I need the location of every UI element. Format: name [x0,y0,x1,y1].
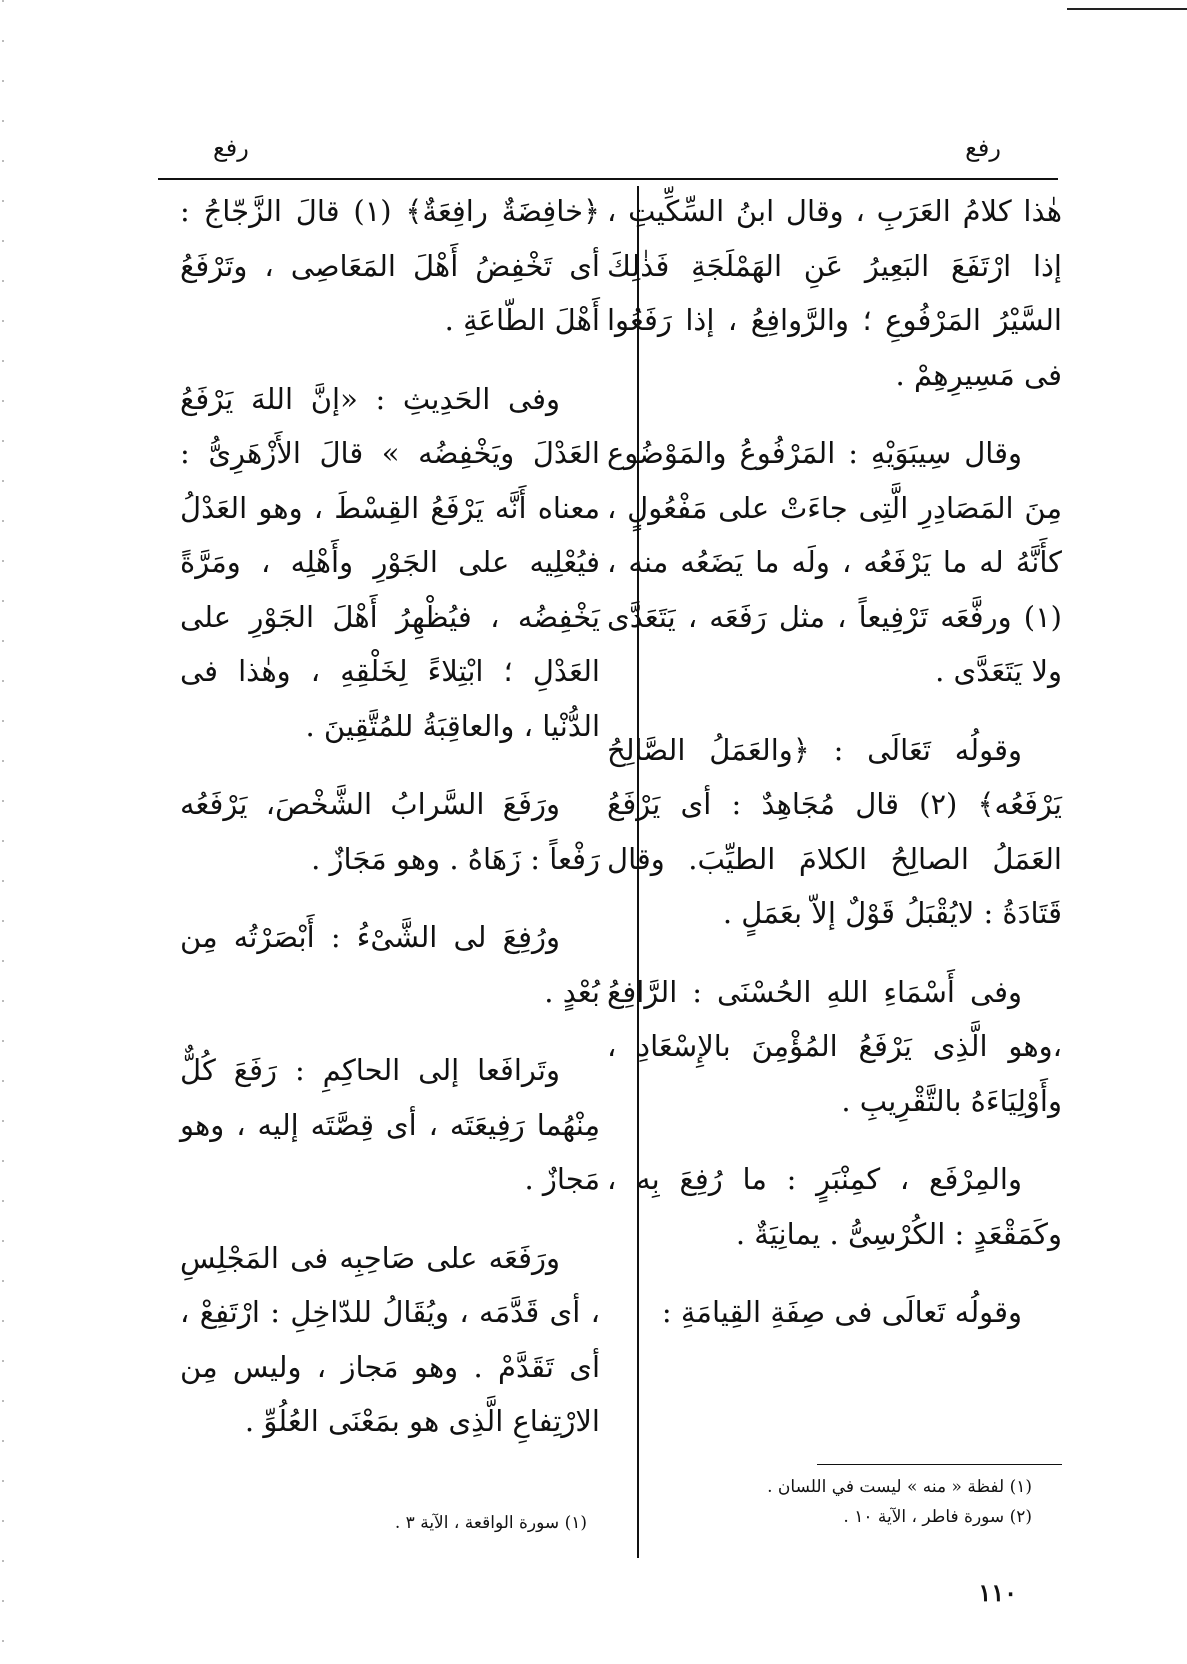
right-column [607,184,1062,1364]
running-header-left: رفع [213,134,249,162]
paragraph: وفى أَسْمَاءِ اللهِ الحُسْنَى : الرَّافِعُ ،وهو الَّذِى يَرْفَعُ المُؤْمِنَ بالإِسْعَادِ ، وأَوْلِيَاءَهُ بالتَّقْرِيبِ . [607,974,1062,1118]
footnote-rule-right [817,1464,1062,1465]
paragraph: هٰذا كلامُ العَرَبِ ، وقال ابنُ السِّكِّيتِ ، إذا ارْتَفَعَ البَعِيرُ عَنِ الهَمْلَجَةِ فَذٰلِكَ السَّيْرُ المَرْفُوعِ ؛ والرَّوافِعُ ، إذا رَفَعُوا فى مَسِيرِهِمْ . [607,194,1062,392]
left-column [180,184,600,1473]
paragraph: ورَفَعَ السَّرابُ الشَّخْصَ، يَرْفَعُه رَفْعاً : زَهَاهُ . وهو مَجَازٌ . [180,787,600,876]
paragraph: ﴿خافِضَةٌ رافِعَةٌ﴾ (١) قالَ الزَّجّاجُ : أى تَخْفِضُ أَهْلَ المَعَاصِى ، وتَرْفَعُ أَهْلَ الطّاعَةِ . [180,194,600,337]
footnotes-left [167,1508,587,1538]
page-number: ١١٠ [978,1578,1017,1607]
footnote: (١) لفظة « منه » ليست في اللسان . [767,1477,1032,1497]
footnote: (٢) سورة فاطر ، الآية ١٠ . [843,1507,1032,1527]
footnote: (١) سورة الواقعة ، الآية ٣ . [394,1513,587,1533]
paragraph: ورُفِعَ لى الشَّىْءُ : أَبْصَرْتُه مِن بُعْدٍ . [180,920,600,1009]
paragraph: ورَفَعَه على صَاحِبِه فى المَجْلِسِ ، أى قَدَّمَه ، ويُقَالُ للدّاخِلِ : ارْتَفِعْ ، أى تَقَدَّمْ . وهو مَجاز ، وليس مِن الارْتِفاعِ الَّذِى هو بمَعْنَى العُلُوِّ . [180,1240,600,1438]
top-edge-rule [1067,8,1187,10]
paragraph: وفى الحَدِيثِ : «إنَّ اللهَ يَرْفَعُ العَدْلَ ويَخْفِضُه » قالَ الأَزْهَرِىُّ : معناه أَنَّه يَرْفَعُ القِسْطَ ، وهو العَدْلُ فيُعْلِيه على الجَوْرِ وأَهْلِه ، ومَرَّةً يَخْفِضُه ، فيُظْهِرُ أَهْلَ الجَوْرِ على العَدْلِ ؛ ابْتِلاءً لِخَلْقِهِ ، وهٰذا فى الدُّنْيا ، والعاقِبَةُ للمُتَّقِينَ . [180,381,600,743]
paragraph: وقولُه تَعالَى فى صِفَةِ القِيامَةِ : [661,1295,1022,1329]
footnotes-right [612,1472,1032,1532]
running-header-right: رفع [965,134,1001,162]
paragraph: وتَرافَعا إلى الحاكِمِ : رَفَعَ كُلٌّ مِنْهُما رَفِيعَتَه ، أى قِصَّتَه إليه ، وهو مَجازٌ . [180,1053,600,1196]
scan-edge-marks [2,0,4,1664]
header-rule [158,178,1058,180]
paragraph: وقال سِيبَوَيْهِ : المَرْفُوعُ والمَوْضُوع مِنَ المَصَادِرِ الَّتِى جاءَتْ على مَفْعُولٍ ، كأَنَّهُ له ما يَرْفَعُه ، ولَه ما يَضَعُه منه ، (١) ورفَّعَه تَرْفِيعاً ، مثل رَفَعَه ، يَتَعَدَّى ولا يَتَعَدَّى . [607,436,1062,688]
paragraph: وقولُه تَعَالَى : ﴿والعَمَلُ الصَّالِحُ يَرْفَعُه﴾ (٢) قال مُجَاهِدٌ : أى يَرْفَعُ العَمَلُ الصالِحُ الكلامَ الطيِّبَ. وقال قَتَادَةُ : لايُقْبَلُ قَوْلٌ إلاّ بعَمَلٍ . [607,732,1063,930]
paragraph: والمِرْفَع ، كمِنْبَرٍ : ما رُفِعَ بِه ، وكَمَقْعَدٍ : الكُرْسِىُّ . يمانِيَةٌ . [607,1162,1062,1251]
